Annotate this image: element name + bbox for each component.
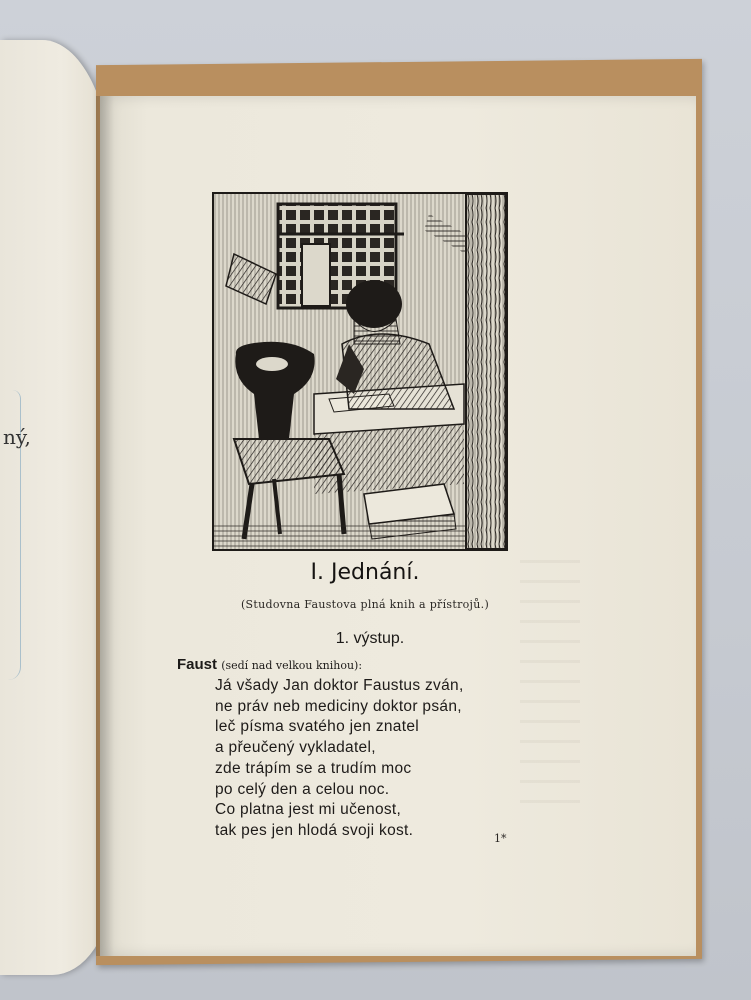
left-page-text-fragment: ný, xyxy=(3,425,31,449)
stage-direction: (Studovna Faustova plná knih a přístrojů.) xyxy=(240,598,490,611)
verse-line: leč písma svatého jen znatel xyxy=(215,718,419,736)
verse-line: tak pes jen hlodá svoji kost. xyxy=(215,821,414,839)
verse-line: po celý den a celou noc. xyxy=(215,780,390,798)
scene-title: 1. výstup. xyxy=(335,630,405,647)
chapter-title: I. Jednání. xyxy=(310,560,420,585)
verse-line: zde trápím se a trudím moc xyxy=(215,759,412,777)
speaker-name: Faust xyxy=(177,656,218,673)
verse-line: a přeučený vykladatel, xyxy=(215,739,376,757)
verse-line: Já všady Jan doktor Faustus zván, xyxy=(215,677,464,694)
verse xyxy=(215,676,535,842)
speaker-line xyxy=(177,656,537,673)
page-number: 1* xyxy=(494,832,507,845)
verse-line: Co platna jest mi učenost, xyxy=(215,801,402,819)
verse-line: ne práv neb mediciny doktor psán, xyxy=(215,697,462,715)
speaker-direction: (sedí nad velkou knihou): xyxy=(221,659,363,672)
